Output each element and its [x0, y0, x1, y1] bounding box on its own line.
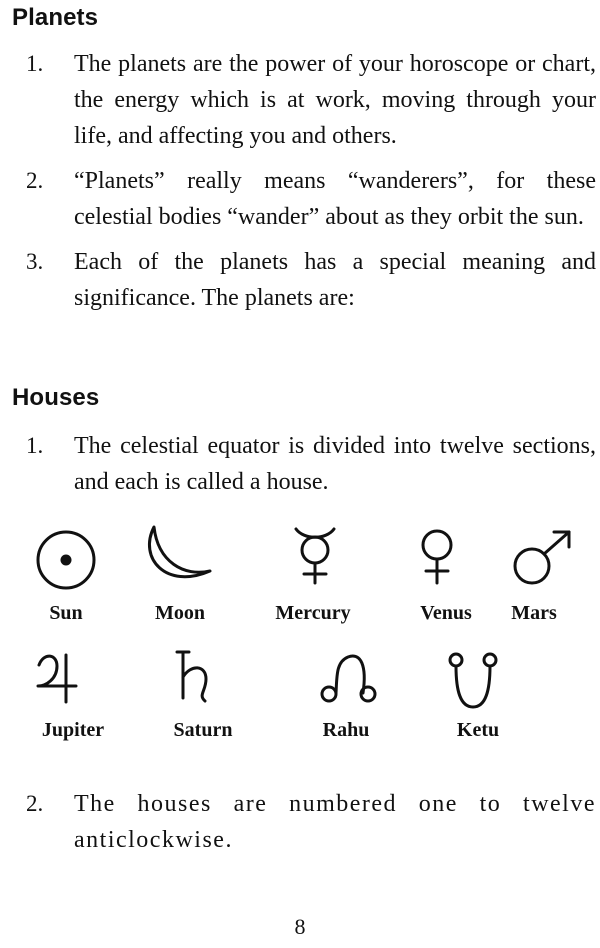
saturn-label: Saturn [173, 719, 233, 741]
venus-label: Venus [420, 602, 472, 624]
rahu-label: Rahu [322, 719, 370, 741]
item-text: Each of the planets has a special meaning and significance. The planets are: [74, 249, 596, 311]
sun-label: Sun [49, 602, 83, 624]
mars-label: Mars [511, 602, 557, 624]
mercury-label: Mercury [275, 602, 351, 624]
item-number: 1. [26, 433, 44, 458]
planets-heading: Planets [12, 4, 99, 31]
item-text: The houses are numbered one to twelve anticlockwise. [74, 791, 596, 853]
ketu-label: Ketu [456, 719, 500, 741]
mercury-symbol-icon [296, 529, 334, 583]
saturn-symbol-icon [177, 652, 206, 701]
mars-symbol-icon [515, 532, 569, 583]
item-text: The celestial equator is divided into twelve sections, and each is called a house. [74, 433, 596, 495]
item-number: 2. [26, 168, 44, 193]
venus-symbol-icon [423, 531, 451, 583]
jupiter-symbol-icon [38, 655, 76, 702]
item-text: “Planets” really means “wanderers”, for these celestial bodies “wander” about as they orbit the sun. [74, 168, 596, 230]
jupiter-label: Jupiter [41, 719, 105, 741]
item-number: 3. [26, 249, 44, 274]
houses-list-part-2 [26, 786, 596, 867]
moon-label: Moon [155, 602, 205, 624]
item-number: 1. [26, 51, 44, 76]
ketu-symbol-icon [450, 654, 496, 707]
moon-symbol-icon [149, 527, 210, 577]
rahu-symbol-icon [322, 656, 375, 701]
houses-heading: Houses [12, 384, 100, 411]
houses-item-2 [26, 786, 596, 858]
item-number: 2. [26, 791, 44, 816]
page-number: 8 [294, 914, 306, 939]
sun-symbol-icon [38, 532, 94, 588]
item-text: The planets are the power of your horoscope or chart, the energy which is at work, moving through your life, and affecting you and others. [74, 51, 596, 149]
